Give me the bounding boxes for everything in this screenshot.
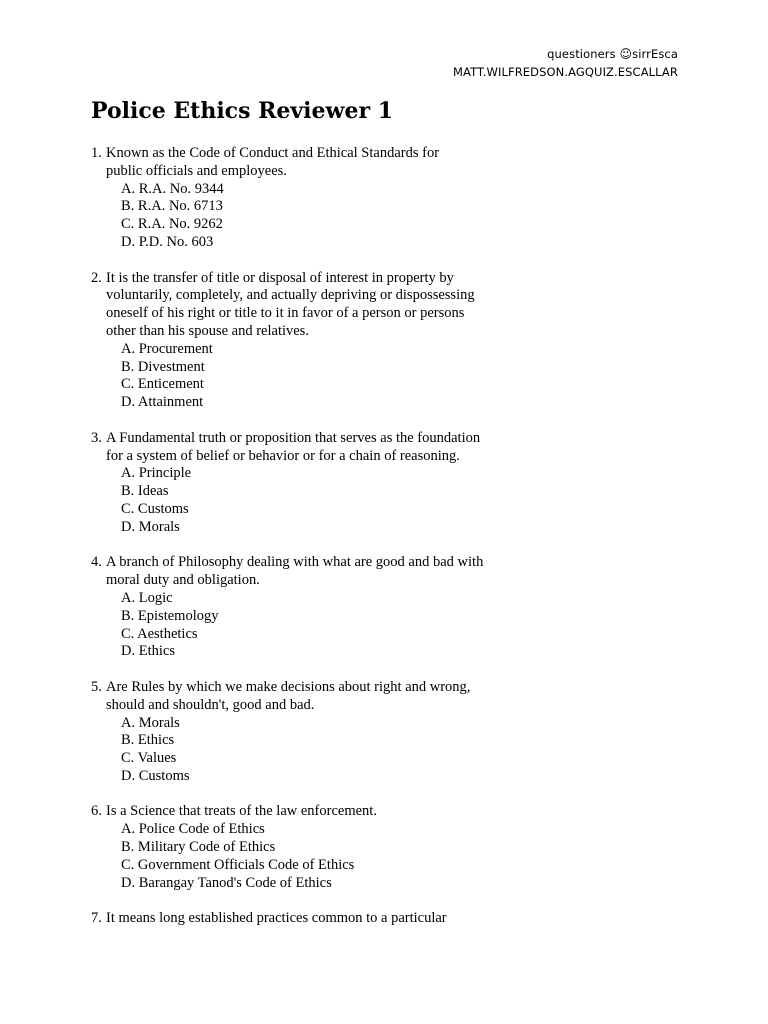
question-item <box>91 145 521 252</box>
answer-option: C. Customs <box>121 500 189 517</box>
question-number: 2. <box>91 269 102 286</box>
answer-option: A. Procurement <box>121 340 213 357</box>
answer-option: B. Epistemology <box>121 607 219 624</box>
document-header <box>453 45 678 81</box>
question-text-line: Is a Science that treats of the law enforcement. <box>106 803 377 820</box>
answer-option: C. R.A. No. 9262 <box>121 216 223 233</box>
answer-option: A. R.A. No. 9344 <box>121 180 224 197</box>
question-stem <box>91 270 521 341</box>
answer-options <box>91 181 521 252</box>
answer-options <box>91 465 521 536</box>
question-item <box>91 554 521 661</box>
header-line-2: MATT.WILFREDSON.AGQUIZ.ESCALLAR <box>452 65 678 79</box>
header-line-1 <box>453 45 678 63</box>
question-number: 6. <box>91 803 102 820</box>
question-text-line: public officials and employees. <box>106 162 287 179</box>
question-text-line: other than his spouse and relatives. <box>106 322 309 339</box>
question-text-line: A branch of Philosophy dealing with what are good and bad with <box>106 554 484 571</box>
answer-options <box>91 821 521 892</box>
question-number: 5. <box>91 678 102 695</box>
question-item <box>91 910 521 928</box>
question-number: 1. <box>91 145 102 161</box>
answer-option: A. Police Code of Ethics <box>121 821 265 838</box>
question-text-line: It means long established practices common to a particular <box>106 910 447 927</box>
answer-option: B. Divestment <box>121 358 205 375</box>
question-text-line: voluntarily, completely, and actually depriving or dispossessing <box>106 287 475 304</box>
answer-option: D. P.D. No. 603 <box>121 233 214 250</box>
answer-option: B. Military Code of Ethics <box>121 839 276 856</box>
answer-option: D. Attainment <box>121 394 204 411</box>
question-text-line: moral duty and obligation. <box>106 572 260 589</box>
answer-options <box>91 590 521 661</box>
answer-option: C. Government Officials Code of Ethics <box>121 856 355 873</box>
question-item <box>91 430 521 537</box>
smiley-icon: ☺ <box>619 47 633 61</box>
question-item <box>91 803 521 892</box>
answer-option: D. Ethics <box>121 643 175 660</box>
question-text-line: for a system of belief or behavior or for a chain of reasoning. <box>106 447 460 464</box>
question-stem <box>91 803 521 821</box>
question-number: 3. <box>91 429 102 446</box>
question-item <box>91 270 521 412</box>
answer-option: A. Morals <box>121 714 180 731</box>
question-text-line: It is the transfer of title or disposal of interest in property by <box>106 269 454 286</box>
answer-option: D. Barangay Tanod's Code of Ethics <box>121 874 332 891</box>
answer-option: C. Enticement <box>121 376 204 393</box>
question-text-line: should and shouldn't, good and bad. <box>106 696 315 713</box>
answer-options <box>91 341 521 412</box>
question-stem <box>91 679 521 715</box>
answer-options <box>91 715 521 786</box>
question-stem <box>91 430 521 466</box>
question-text-line: oneself of his right or title to it in favor of a person or persons <box>106 305 465 322</box>
question-stem <box>91 554 521 590</box>
question-text-line: A Fundamental truth or proposition that serves as the foundation <box>106 429 481 446</box>
answer-option: D. Customs <box>121 767 190 784</box>
header-author-handle: sirrEsca <box>632 47 678 61</box>
answer-option: A. Logic <box>121 589 173 606</box>
answer-option: A. Principle <box>121 465 192 482</box>
answer-option: B. R.A. No. 6713 <box>121 198 223 215</box>
question-item <box>91 679 521 786</box>
question-stem <box>91 910 521 928</box>
question-text-line: Are Rules by which we make decisions about right and wrong, <box>106 678 471 695</box>
header-questioners-label: questioners <box>547 47 616 61</box>
answer-option: D. Morals <box>121 518 180 535</box>
answer-option: C. Values <box>121 750 177 767</box>
question-stem <box>91 145 521 181</box>
page-title: Police Ethics Reviewer 1 <box>91 98 394 124</box>
answer-option: B. Ideas <box>121 483 169 500</box>
answer-option: C. Aesthetics <box>121 625 198 642</box>
question-number: 7. <box>91 910 102 927</box>
question-list <box>91 145 521 946</box>
question-number: 4. <box>91 554 102 571</box>
answer-option: B. Ethics <box>121 732 175 749</box>
question-text-line: Known as the Code of Conduct and Ethical Standards for <box>106 145 440 161</box>
